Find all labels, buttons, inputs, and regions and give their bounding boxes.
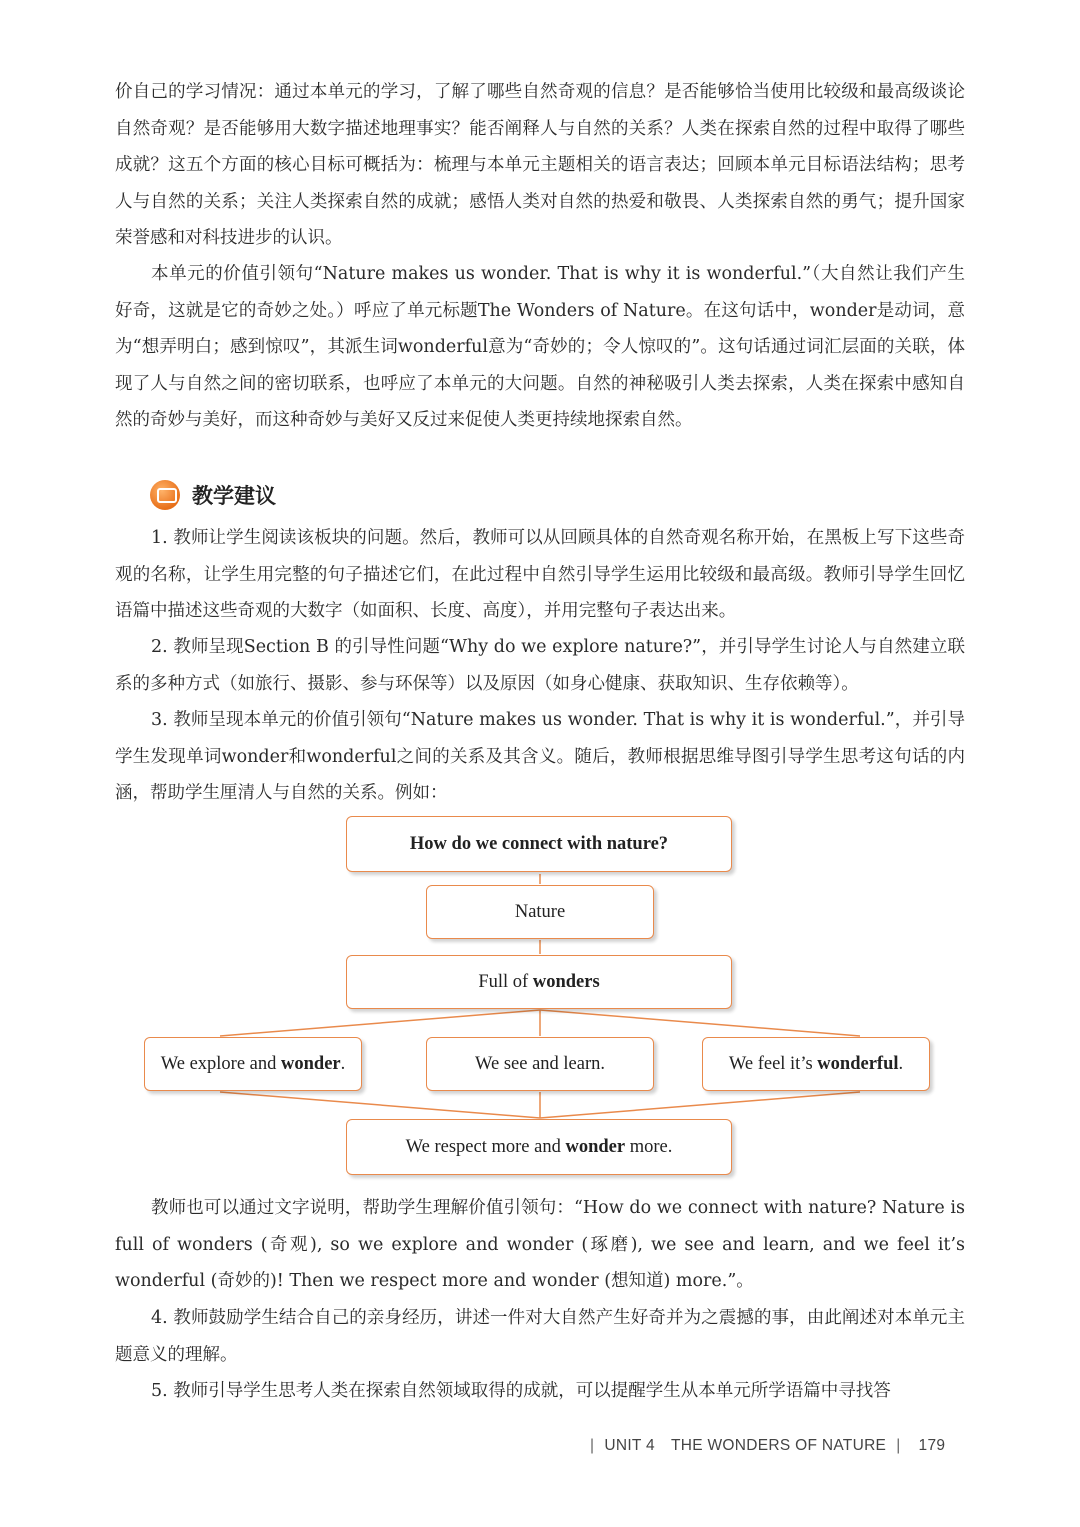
footer-unit: UNIT 4 — [604, 1437, 655, 1454]
full-of-wonders-box — [346, 955, 732, 1009]
feel-text: We feel it’s — [728, 1053, 818, 1074]
respect-text: We respect more and — [405, 1136, 566, 1157]
explore-text: We explore and — [160, 1053, 281, 1074]
feel-period: . — [898, 1053, 904, 1074]
page-footer — [580, 1434, 945, 1458]
question-box: How do we connect with nature? — [346, 816, 732, 872]
connector-line — [540, 1092, 860, 1118]
footer-divider: | — [896, 1437, 901, 1454]
connector-line — [220, 1092, 540, 1118]
suggestion-1: 1. 教师让学生阅读该板块的问题。然后，教师可以从回顾具体的自然奇观名称开始，在黑板上写下这些奇观的名称，让学生用完整的句子描述它们，在此过程中自然引导学生运用比较级和最高级。教师引导学生回忆语篇中描述这些奇观的大数字（如面积、长度、高度），并用完整句子表达出来。 — [115, 528, 965, 621]
wonder-text: wonder — [281, 1053, 341, 1074]
explore-box — [144, 1037, 362, 1091]
section-title: 教学建议 — [192, 484, 276, 508]
section-heading — [150, 478, 276, 512]
intro-paragraph: 价自己的学习情况：通过本单元的学习，了解了哪些自然奇观的信息？是否能够恰当使用比较级和最高级谈论自然奇观？是否能够用大数字描述地理事实？能否阐释人与自然的关系？人类在探索自然的过程中取得了哪些成就？这五个方面的核心目标可概括为：梳理与本单元主题相关的语言表达；回顾本单元目标语法结构；思考人与自然的关系；关注人类探索自然的成就；感悟人类对自然的热爱和敬畏、人类探索自然的勇气；提升国家荣誉感和对科技进步的认识。 — [115, 82, 965, 248]
value-sentence-paragraph: 本单元的价值引领句“Nature makes us wonder. That is why it is wonderful.”（大自然让我们产生好奇，这就是它的奇妙之处。）呼应了单元标题The Wonders of Nature。在这句话中，wonder是动词，意为“想弄明白；感到惊叹”，其派生词wonderful意为“奇妙的；令人惊叹的”。这句话通过词汇层面的关联，体现了人与自然之间的密切联系，也呼应了本单元的大问题。自然的神秘吸引人类去探索，人类在探索中感知自然的奇妙与美好，而这种奇妙与美好又反过来促使人类更持续地探索自然。 — [115, 264, 965, 430]
respect-wonder-text: wonder — [565, 1136, 626, 1157]
mind-map-diagram — [140, 812, 940, 1184]
suggestion-2: 2. 教师呈现Section B 的引导性问题“Why do we explore nature?”，并引导学生讨论人与自然建立联系的多种方式（如旅行、摄影、参与环保等）以及原因（如身心健康、获取知识、生存依赖等）。 — [115, 637, 965, 694]
explore-period: . — [340, 1053, 346, 1074]
respect-tail-text: more. — [625, 1136, 673, 1157]
explanation-paragraph: 教师也可以通过文字说明，帮助学生理解价值引领句：“How do we connect with nature? Nature is full of wonders (奇观), so we explore and wonder (琢磨), we see and learn, and we feel it’s wonderful (奇妙的)! Then we respect more and wonder (想知道) more.”。 — [115, 1198, 965, 1291]
wonders-text: wonders — [532, 971, 600, 992]
chat-bubble-icon — [150, 480, 180, 510]
respect-box — [346, 1119, 732, 1175]
footer-divider: | — [590, 1437, 595, 1454]
feel-wonderful-box — [702, 1037, 930, 1091]
suggestion-4: 4. 教师鼓励学生结合自己的亲身经历，讲述一件对大自然产生好奇并为之震撼的事，由此阐述对本单元主题意义的理解。 — [115, 1308, 965, 1365]
suggestion-5: 5. 教师引导学生思考人类在探索自然领域取得的成就，可以提醒学生从本单元所学语篇中寻找答 — [151, 1381, 891, 1401]
wonderful-text: wonderful — [817, 1053, 899, 1074]
suggestion-3: 3. 教师呈现本单元的价值引领句“Nature makes us wonder. That is why it is wonderful.”，并引导学生发现单词wonder和wonderful之间的关系及其含义。随后，教师根据思维导图引导学生思考这句话的内涵，帮助学生厘清人与自然的关系。例如： — [115, 710, 965, 803]
page-number: 179 — [918, 1437, 946, 1454]
full-of-text: Full of — [478, 971, 533, 992]
footer-unit-title: THE WONDERS OF NATURE — [670, 1437, 887, 1454]
connector-line — [220, 1010, 540, 1036]
connector-line — [540, 1010, 860, 1036]
nature-box: Nature — [426, 885, 654, 939]
see-learn-box: We see and learn. — [426, 1037, 654, 1091]
